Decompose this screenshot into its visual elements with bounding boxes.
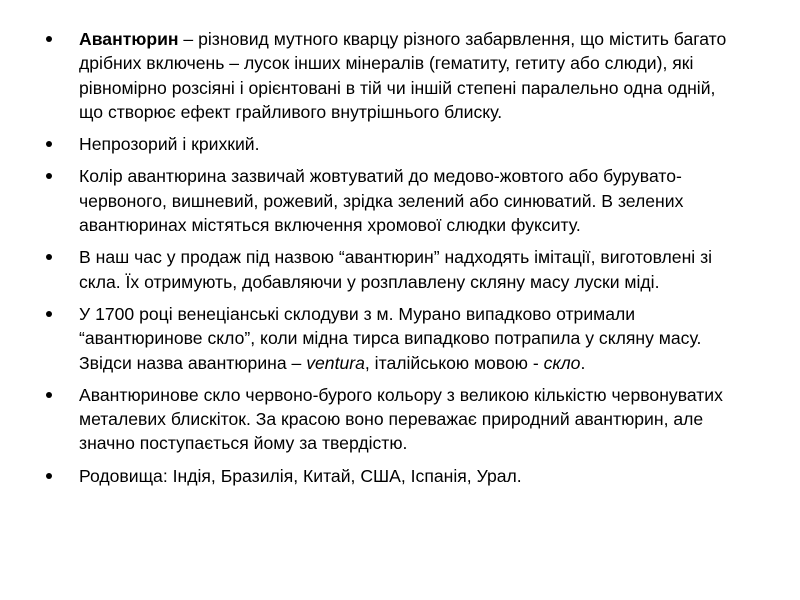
- bullet-item-imitations: [46, 245, 730, 294]
- bullet-dot-icon: [46, 141, 52, 147]
- deposits-text: Родовища: Індія, Бразилія, Китай, США, Іспанія, Урал.: [79, 465, 522, 486]
- bullet-list: [46, 27, 730, 488]
- history-text-after: .: [580, 352, 586, 373]
- bullet-item-glass: [46, 383, 730, 456]
- bullet-item-definition: [46, 27, 730, 124]
- bullet-dot-icon: [46, 36, 52, 42]
- bullet-item-color: [46, 164, 730, 237]
- bullet-dot-icon: [46, 254, 52, 260]
- bullet-dot-icon: [46, 173, 52, 179]
- bullet-item-deposits: [46, 464, 730, 488]
- history-text-middle: , італійською мовою -: [364, 352, 544, 373]
- bullet-item-history: [46, 302, 730, 375]
- history-italic-ventura: ventura: [306, 352, 365, 373]
- bullet-item-properties: [46, 132, 730, 156]
- history-italic-sklo: скло: [543, 352, 581, 373]
- bullet-dot-icon: [46, 392, 52, 398]
- imitations-text: В наш час у продаж під назвою “авантюрин” надходять імітації, виготовлені зі скла. Їх отримують, добавляючи у розплавлену скляну масу луски міді.: [79, 247, 713, 292]
- properties-text: Непрозорий і крихкий.: [79, 134, 260, 155]
- color-text: Колір авантюрина зазвичай жовтуватий до медово-жовтого або бурувато-червоного, вишневий, рожевий, зрідка зелений або синюватий. В зелених авантюринах містяться включення хромової слюдки фукситу.: [79, 166, 684, 236]
- definition-text: – різновид мутного кварцу різного забарвлення, що містить багато дрібних включень – лусок інших мінералів (гематиту, гетиту або слюди), які рівномірно розсіяні і орієнтовані в тій чи іншій степені паралельно одна одній, що створює ефект грайливого внутрішнього блиску.: [79, 29, 727, 122]
- bullet-dot-icon: [46, 311, 52, 317]
- glass-text: Авантюринове скло червоно-бурого кольору з великою кількістю червонуватих металевих блискіток. За красою воно переважає природний авантюрин, але значно поступається йому за твердістю.: [79, 384, 723, 454]
- bullet-dot-icon: [46, 473, 52, 479]
- history-text-before: У 1700 році венеціанські склодуви з м. Мурано випадково отримали “авантюринове скло”, коли мідна тирса випадково потрапила у скляну масу. Звідси назва авантюрина –: [79, 303, 702, 373]
- term-aventurine: Авантюрин: [79, 29, 179, 49]
